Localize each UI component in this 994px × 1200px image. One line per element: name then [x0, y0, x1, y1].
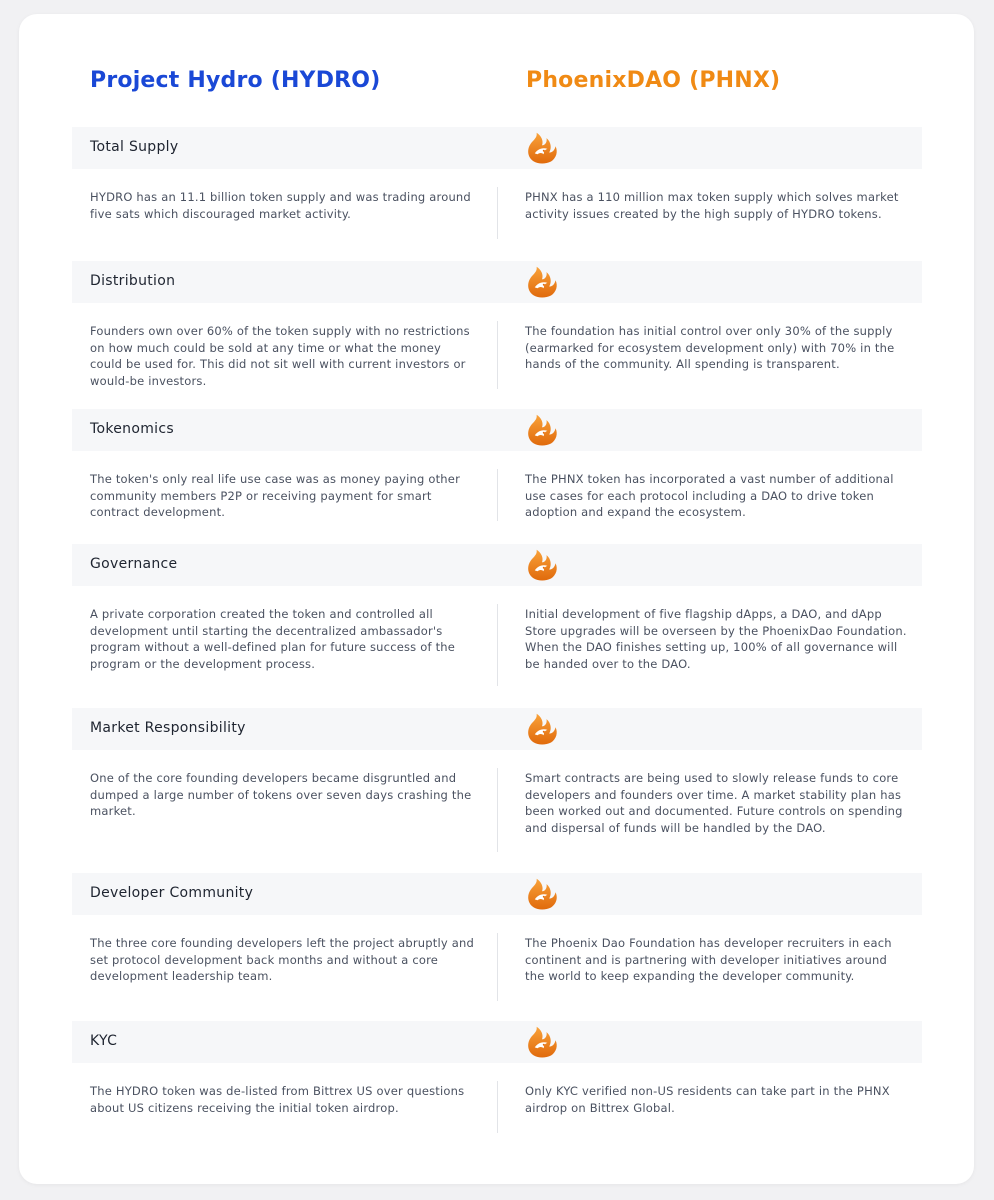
hydro-description: The HYDRO token was de-listed from Bittrex US over questions about US citizens receiving the initial token airdrop. [90, 1084, 465, 1115]
section-header-market-responsibility [72, 708, 922, 750]
phoenix-logo-icon [524, 547, 560, 583]
section-header-total-supply [72, 127, 922, 169]
section-title: Governance [90, 556, 178, 572]
column-divider [497, 321, 498, 389]
phoenix-heading: PhoenixDAO (PHNX) [526, 68, 781, 93]
section-header-tokenomics [72, 409, 922, 451]
phoenix-logo-icon [524, 1024, 560, 1060]
hydro-description: The token's only real life use case was as money paying other community members P2P or receiving payment for smart contract development. [90, 472, 460, 519]
phoenix-description: Initial development of five flagship dApps, a DAO, and dApp Store upgrades will be overseen by the PhoenixDao Foundation. When the DAO finishes setting up, 100% of all governance will be handed over to the DAO. [525, 607, 907, 671]
phoenix-description: The Phoenix Dao Foundation has developer recruiters in each continent and is partnering with developer initiatives around the world to keep expanding the developer community. [525, 936, 892, 983]
phoenix-logo-icon [524, 412, 560, 448]
section-title: Developer Community [90, 885, 254, 901]
phoenix-logo-icon [524, 130, 560, 166]
section-header-developer-community [72, 873, 922, 915]
phoenix-description: PHNX has a 110 million max token supply which solves market activity issues created by the high supply of HYDRO tokens. [525, 190, 899, 221]
section-header-governance [72, 544, 922, 586]
column-divider [497, 1081, 498, 1133]
section-title: Total Supply [90, 139, 179, 155]
column-divider [497, 469, 498, 521]
hydro-description: HYDRO has an 11.1 billion token supply and was trading around five sats which discouraged market activity. [90, 190, 471, 221]
hydro-heading: Project Hydro (HYDRO) [90, 68, 381, 93]
section-title: Market Responsibility [90, 720, 246, 736]
phoenix-description: The PHNX token has incorporated a vast number of additional use cases for each protocol including a DAO to drive token adoption and expand the ecosystem. [525, 472, 894, 519]
column-divider [497, 187, 498, 239]
phoenix-logo-icon [524, 876, 560, 912]
phoenix-description: The foundation has initial control over only 30% of the supply (earmarked for ecosystem development only) with 70% in the hands of the community. All spending is transparent. [525, 324, 895, 371]
phoenix-logo-icon [524, 711, 560, 747]
section-title: Tokenomics [90, 421, 174, 437]
phoenix-description: Smart contracts are being used to slowly release funds to core developers and founders over time. A market stability plan has been worked out and documented. Future controls on spending and dispersal of funds will be handled by the DAO. [525, 771, 903, 835]
hydro-description: A private corporation created the token and controlled all development until starting the decentralized ambassador's program without a well-defined plan for future success of the program or the development process. [90, 607, 456, 671]
hydro-description: The three core founding developers left the project abruptly and set protocol development back months and without a core development leadership team. [90, 936, 474, 983]
hydro-description: One of the core founding developers became disgruntled and dumped a large number of tokens over seven days crashing the market. [90, 771, 472, 818]
column-divider [497, 933, 498, 1001]
phoenix-description: Only KYC verified non-US residents can take part in the PHNX airdrop on Bittrex Global. [525, 1084, 890, 1115]
hydro-description: Founders own over 60% of the token supply with no restrictions on how much could be sold at any time or what the money could be used for. This did not sit well with current investors or would-be investors. [90, 324, 470, 388]
section-title: KYC [90, 1033, 118, 1049]
section-header-distribution [72, 261, 922, 303]
section-title: Distribution [90, 273, 176, 289]
phoenix-logo-icon [524, 264, 560, 300]
column-divider [497, 768, 498, 852]
section-header-kyc [72, 1021, 922, 1063]
column-divider [497, 604, 498, 686]
